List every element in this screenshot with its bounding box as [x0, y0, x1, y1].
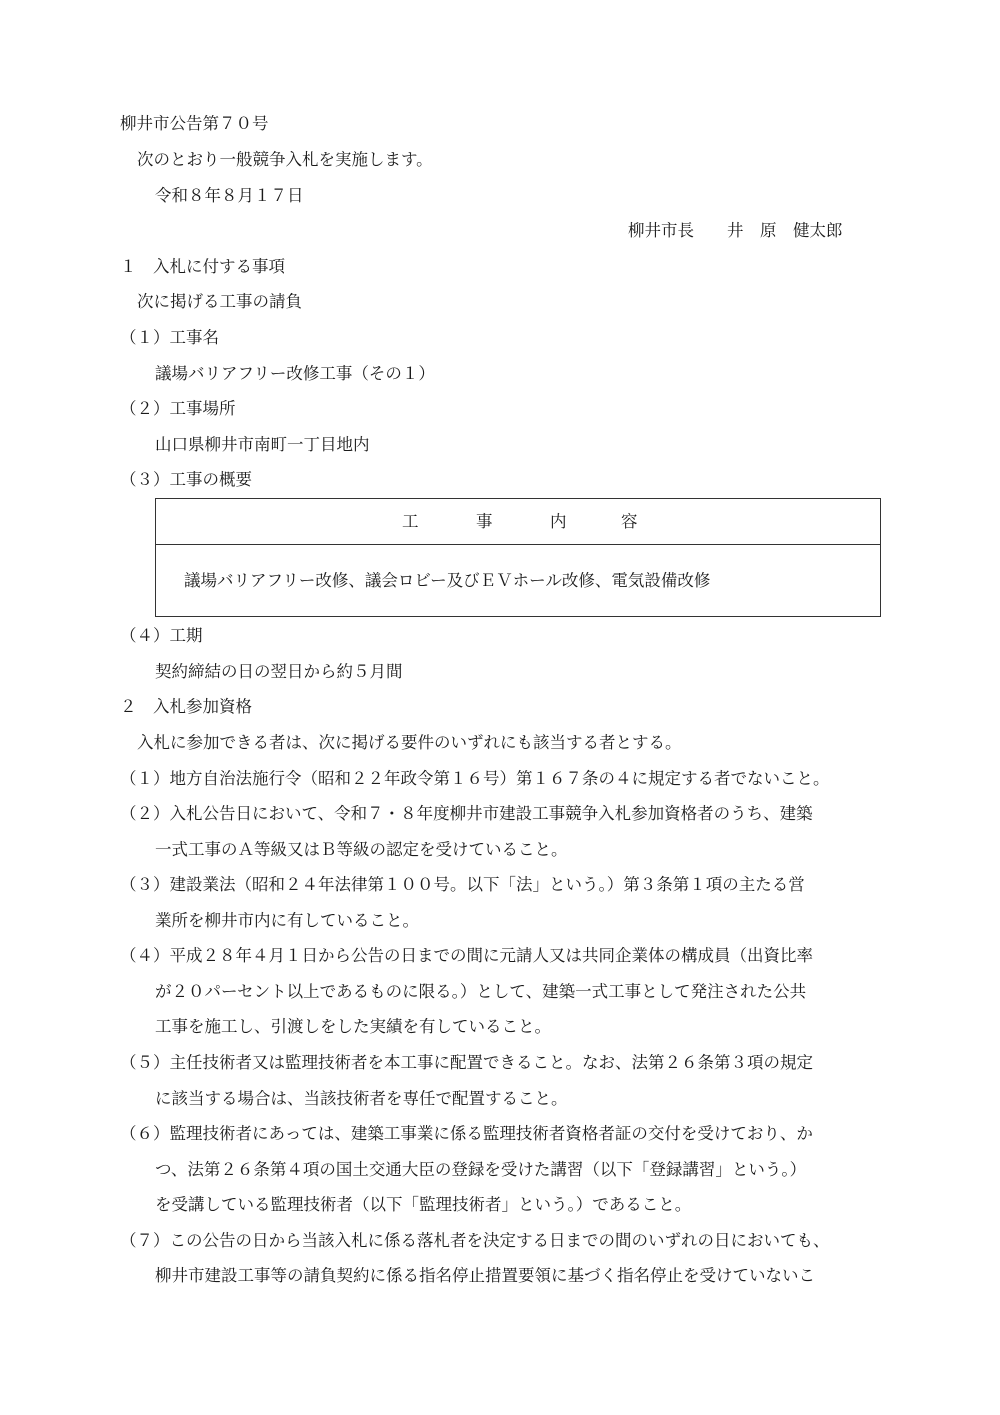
- notice-date: 令和８年８月１７日: [155, 186, 304, 205]
- requirement-6-cont: を受講している監理技術者（以下「監理技術者」という。）であること。: [155, 1195, 692, 1214]
- notice-signer: 柳井市長 井 原 健太郎: [628, 221, 843, 240]
- item4-label: （４）工期: [120, 626, 203, 645]
- notice-number: 柳井市公告第７０号: [120, 114, 269, 133]
- section2-lead: 入札に参加できる者は、次に掲げる要件のいずれにも該当する者とする。: [137, 733, 682, 752]
- requirement-2: （２）入札公告日において、令和７・８年度柳井市建設工事競争入札参加資格者のうち、建築: [120, 804, 813, 823]
- work-summary-table: [155, 498, 881, 617]
- table-header: [156, 499, 880, 545]
- requirement-4: （４）平成２８年４月１日から公告の日までの間に元請人又は共同企業体の構成員（出資比率: [120, 946, 813, 965]
- requirement-1: （１）地方自治法施行令（昭和２２年政令第１６号）第１６７条の４に規定する者でないこと。: [120, 769, 830, 788]
- section2-heading: ２ 入札参加資格: [120, 697, 252, 716]
- requirement-4-cont: 工事を施工し、引渡しをした実績を有していること。: [155, 1017, 551, 1036]
- table-header-char: 内: [550, 512, 567, 531]
- item3-label: （３）工事の概要: [120, 470, 252, 489]
- section1-heading: １ 入札に付する事項: [120, 257, 285, 276]
- table-header-char: 容: [621, 512, 638, 531]
- table-header-char: 工: [402, 512, 419, 531]
- requirement-4-cont: が２０パーセント以上であるものに限る。）として、建築一式工事として発注された公共: [155, 982, 807, 1001]
- requirement-6-cont: つ、法第２６条第４項の国土交通大臣の登録を受けた講習（以下「登録講習」という。）: [155, 1160, 807, 1179]
- table-content: 議場バリアフリー改修、議会ロビー及びＥＶホール改修、電気設備改修: [184, 571, 711, 590]
- section1-lead: 次に掲げる工事の請負: [137, 292, 302, 311]
- requirement-6: （６）監理技術者にあっては、建築工事業に係る監理技術者資格者証の交付を受けており、か: [120, 1124, 813, 1143]
- requirement-5: （５）主任技術者又は監理技術者を本工事に配置できること。なお、法第２６条第３項の規定: [120, 1053, 813, 1072]
- item4-value: 契約締結の日の翌日から約５月間: [155, 662, 403, 681]
- requirement-7-cont: 柳井市建設工事等の請負契約に係る指名停止措置要領に基づく指名停止を受けていないこ: [155, 1266, 815, 1285]
- table-header-char: 事: [476, 512, 493, 531]
- item1-value: 議場バリアフリー改修工事（その１）: [155, 364, 435, 383]
- notice-intro: 次のとおり一般競争入札を実施します。: [137, 150, 433, 169]
- requirement-2-cont: 一式工事のＡ等級又はＢ等級の認定を受けていること。: [155, 840, 568, 859]
- item2-value: 山口県柳井市南町一丁目地内: [155, 435, 370, 454]
- requirement-3: （３）建設業法（昭和２４年法律第１００号。以下「法」という。）第３条第１項の主たる営: [120, 875, 805, 894]
- requirement-5-cont: に該当する場合は、当該技術者を専任で配置すること。: [155, 1089, 568, 1108]
- requirement-7: （７）この公告の日から当該入札に係る落札者を決定する日までの間のいずれの日においても、: [120, 1231, 830, 1250]
- item1-label: （１）工事名: [120, 328, 219, 347]
- item2-label: （２）工事場所: [120, 399, 236, 418]
- requirement-3-cont: 業所を柳井市内に有していること。: [155, 911, 419, 930]
